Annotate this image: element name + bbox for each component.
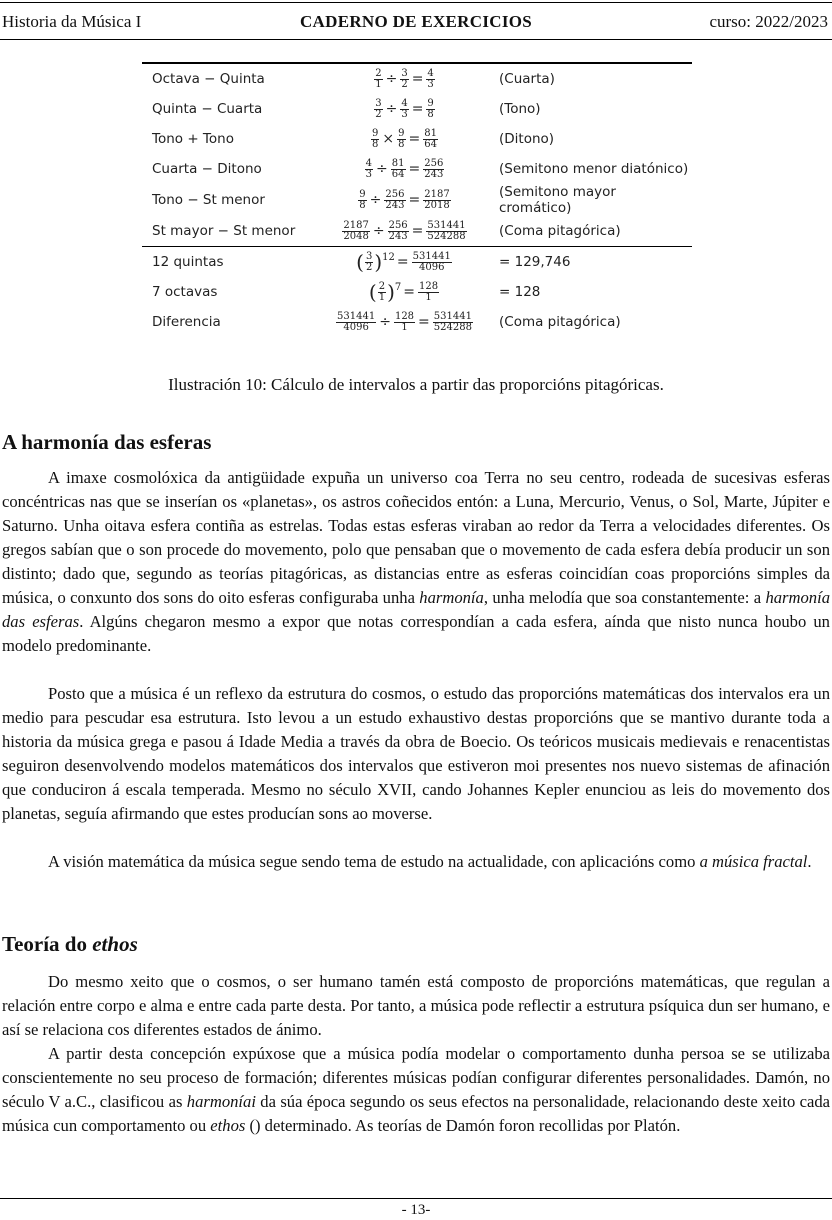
interval-name: 7 octavas	[152, 284, 218, 300]
table-row	[142, 307, 692, 337]
interval-result: (Ditono)	[499, 131, 555, 147]
formula: $\frac{2187}{2048}$ ÷ $\frac{256}{243}$ = $\frac{531441}{524288}$	[343, 219, 466, 242]
page-header	[0, 0, 832, 40]
formula: $\frac{2}{1}$ ÷ $\frac{3}{2}$ = $\frac{4}{3}$	[375, 67, 434, 90]
interval-result: (Semitono menor diatónico)	[499, 161, 689, 177]
page-number: - 13-	[401, 1202, 431, 1218]
header-top-rule	[0, 2, 832, 3]
interval-name: 12 quintas	[142, 247, 322, 278]
interval-result: = 129,746	[487, 247, 692, 278]
formula: $\frac{3}{2}$ ÷ $\frac{4}{3}$ = $\frac{9}{8}$	[375, 97, 434, 120]
interval-result: (Cuarta)	[499, 71, 555, 87]
interval-result: = 128	[499, 284, 541, 300]
formula: $\frac{4}{3}$ ÷ $\frac{81}{64}$ = $\frac{256}{243}$	[365, 157, 444, 180]
table-row	[142, 216, 692, 247]
table-row	[142, 64, 692, 94]
course-name: Historia da Música I	[2, 12, 142, 31]
paragraph: A partir desta concepción expúxose que a música podía modelar o comportamento dunha persoa se se utilizaba conscientemente no seu proceso de formación; diferentes músicas podían configurar diferentes personalidades. Damón, no século V a.C., clasificou as harmoníai da súa época segundo os seus efectos na personalidade, relacionando deste xeito cada música cun comportamento ou ethos () determinado. As teorías de Damón foron recollidas por Platón.	[2, 1044, 830, 1135]
table-row	[142, 94, 692, 124]
interval-calculation-figure	[142, 62, 692, 337]
table-row	[142, 247, 692, 278]
course-year: curso: 2022/2023	[709, 12, 828, 31]
table-row	[142, 154, 692, 184]
formula: $\frac{531441}{4096}$ ÷ $\frac{128}{1}$ = $\frac{531441}{524288}$	[337, 310, 472, 333]
footer-rule	[0, 1198, 832, 1199]
interval-result: (Tono)	[499, 101, 541, 117]
document-title: CADERNO DE EXERCICIOS	[299, 12, 533, 31]
section-heading-ethos: Teoría do ethos	[2, 932, 138, 956]
interval-name: Tono + Tono	[152, 131, 234, 147]
formula: ( $\frac{2}{1}$ )$^7$ = $\frac{128}{1}$	[368, 280, 439, 304]
paragraph: A imaxe cosmolóxica da antigüidade expuña un universo coa Terra no seu centro, rodeada de sucesivas esferas concéntricas nas que se inserían os «planetas», os astros coñecidos entón: a Luna, Mercurio, Venus, o Sol, Marte, Júpiter e Saturno. Unha oitava esfera contiña as estrelas. Todas estas esferas viraban ao redor da Terra a velocidades diferentes. Os gregos sabían que o son procede do movemento, polo que pensaban que o movemento de cada esfera debía producir un son distinto; dado que, segundo as teorías pitagóricas, as distancias entre as esferas coincidían coas proporcións simples da música, o conxunto dos sons do oito esferas configuraba unha harmonía, unha melodía que soa constantemente: a harmonía das esferas. Algúns chegaron mesmo a expor que notas correspondían a cada esfera, aínda que nisto nunca houbo un modelo predominante.	[2, 468, 830, 655]
table-row	[142, 124, 692, 154]
paragraph: A visión matemática da música segue sendo tema de estudo na actualidade, con aplicacións como a música fractal.	[48, 852, 812, 871]
interval-name: Diferencia	[152, 314, 221, 330]
interval-name: St mayor − St menor	[152, 223, 296, 239]
figure-caption: Ilustración 10: Cálculo de intervalos a partir das proporcións pitagóricas.	[168, 375, 664, 394]
formula: $\frac{9}{8}$ × $\frac{9}{8}$ = $\frac{81}{64}$	[372, 127, 437, 150]
formula: $\frac{9}{8}$ ÷ $\frac{256}{243}$ = $\frac{2187}{2018}$	[359, 188, 450, 211]
interval-name: Octava − Quinta	[152, 71, 265, 87]
interval-table	[142, 64, 692, 337]
table-row	[142, 277, 692, 307]
interval-name: Cuarta − Ditono	[152, 161, 262, 177]
section-heading-harmony: A harmonía das esferas	[2, 430, 212, 454]
paragraph: Do mesmo xeito que o cosmos, o ser humano tamén está composto de proporcións matemáticas, que regulan a relación entre corpo e alma e entre cada parte desta. Por tanto, a música pode reflectir a estrutura psíquica dun ser humano, e así se relaciona cos diferentes estados de ánimo.	[2, 972, 830, 1039]
interval-result: (Coma pitagórica)	[499, 314, 621, 330]
interval-result: (Coma pitagórica)	[499, 223, 621, 239]
interval-result: (Semitono mayor cromático)	[499, 184, 616, 216]
formula: ( $\frac{3}{2}$ )$^{12}$ = $\frac{531441}{4096}$	[322, 247, 487, 278]
header-bottom-rule	[0, 39, 832, 40]
interval-name: Tono − St menor	[152, 192, 265, 208]
interval-name: Quinta − Cuarta	[152, 101, 263, 117]
paragraph: Posto que a música é un reflexo da estrutura do cosmos, o estudo das proporcións matemáticas dos intervalos era un medio para pescudar esa estrutura. Isto levou a un estudo exhaustivo destas proporcións que se mantivo durante toda a historia da música grega e pasou á Idade Media a través da obra de Boecio. Os teóricos musicais medievais e renacentistas seguiron desenvolvendo modelos matemáticos dos intervalos que estiveron moi presentes nos nuevo sistemas de afinación que conduciron á escala temperada. Mesmo no século XVII, cando Johannes Kepler enunciou as leis do movemento dos planetas, seguía afirmando que estes producían sons ao moverse.	[2, 684, 830, 823]
table-row	[142, 184, 692, 216]
